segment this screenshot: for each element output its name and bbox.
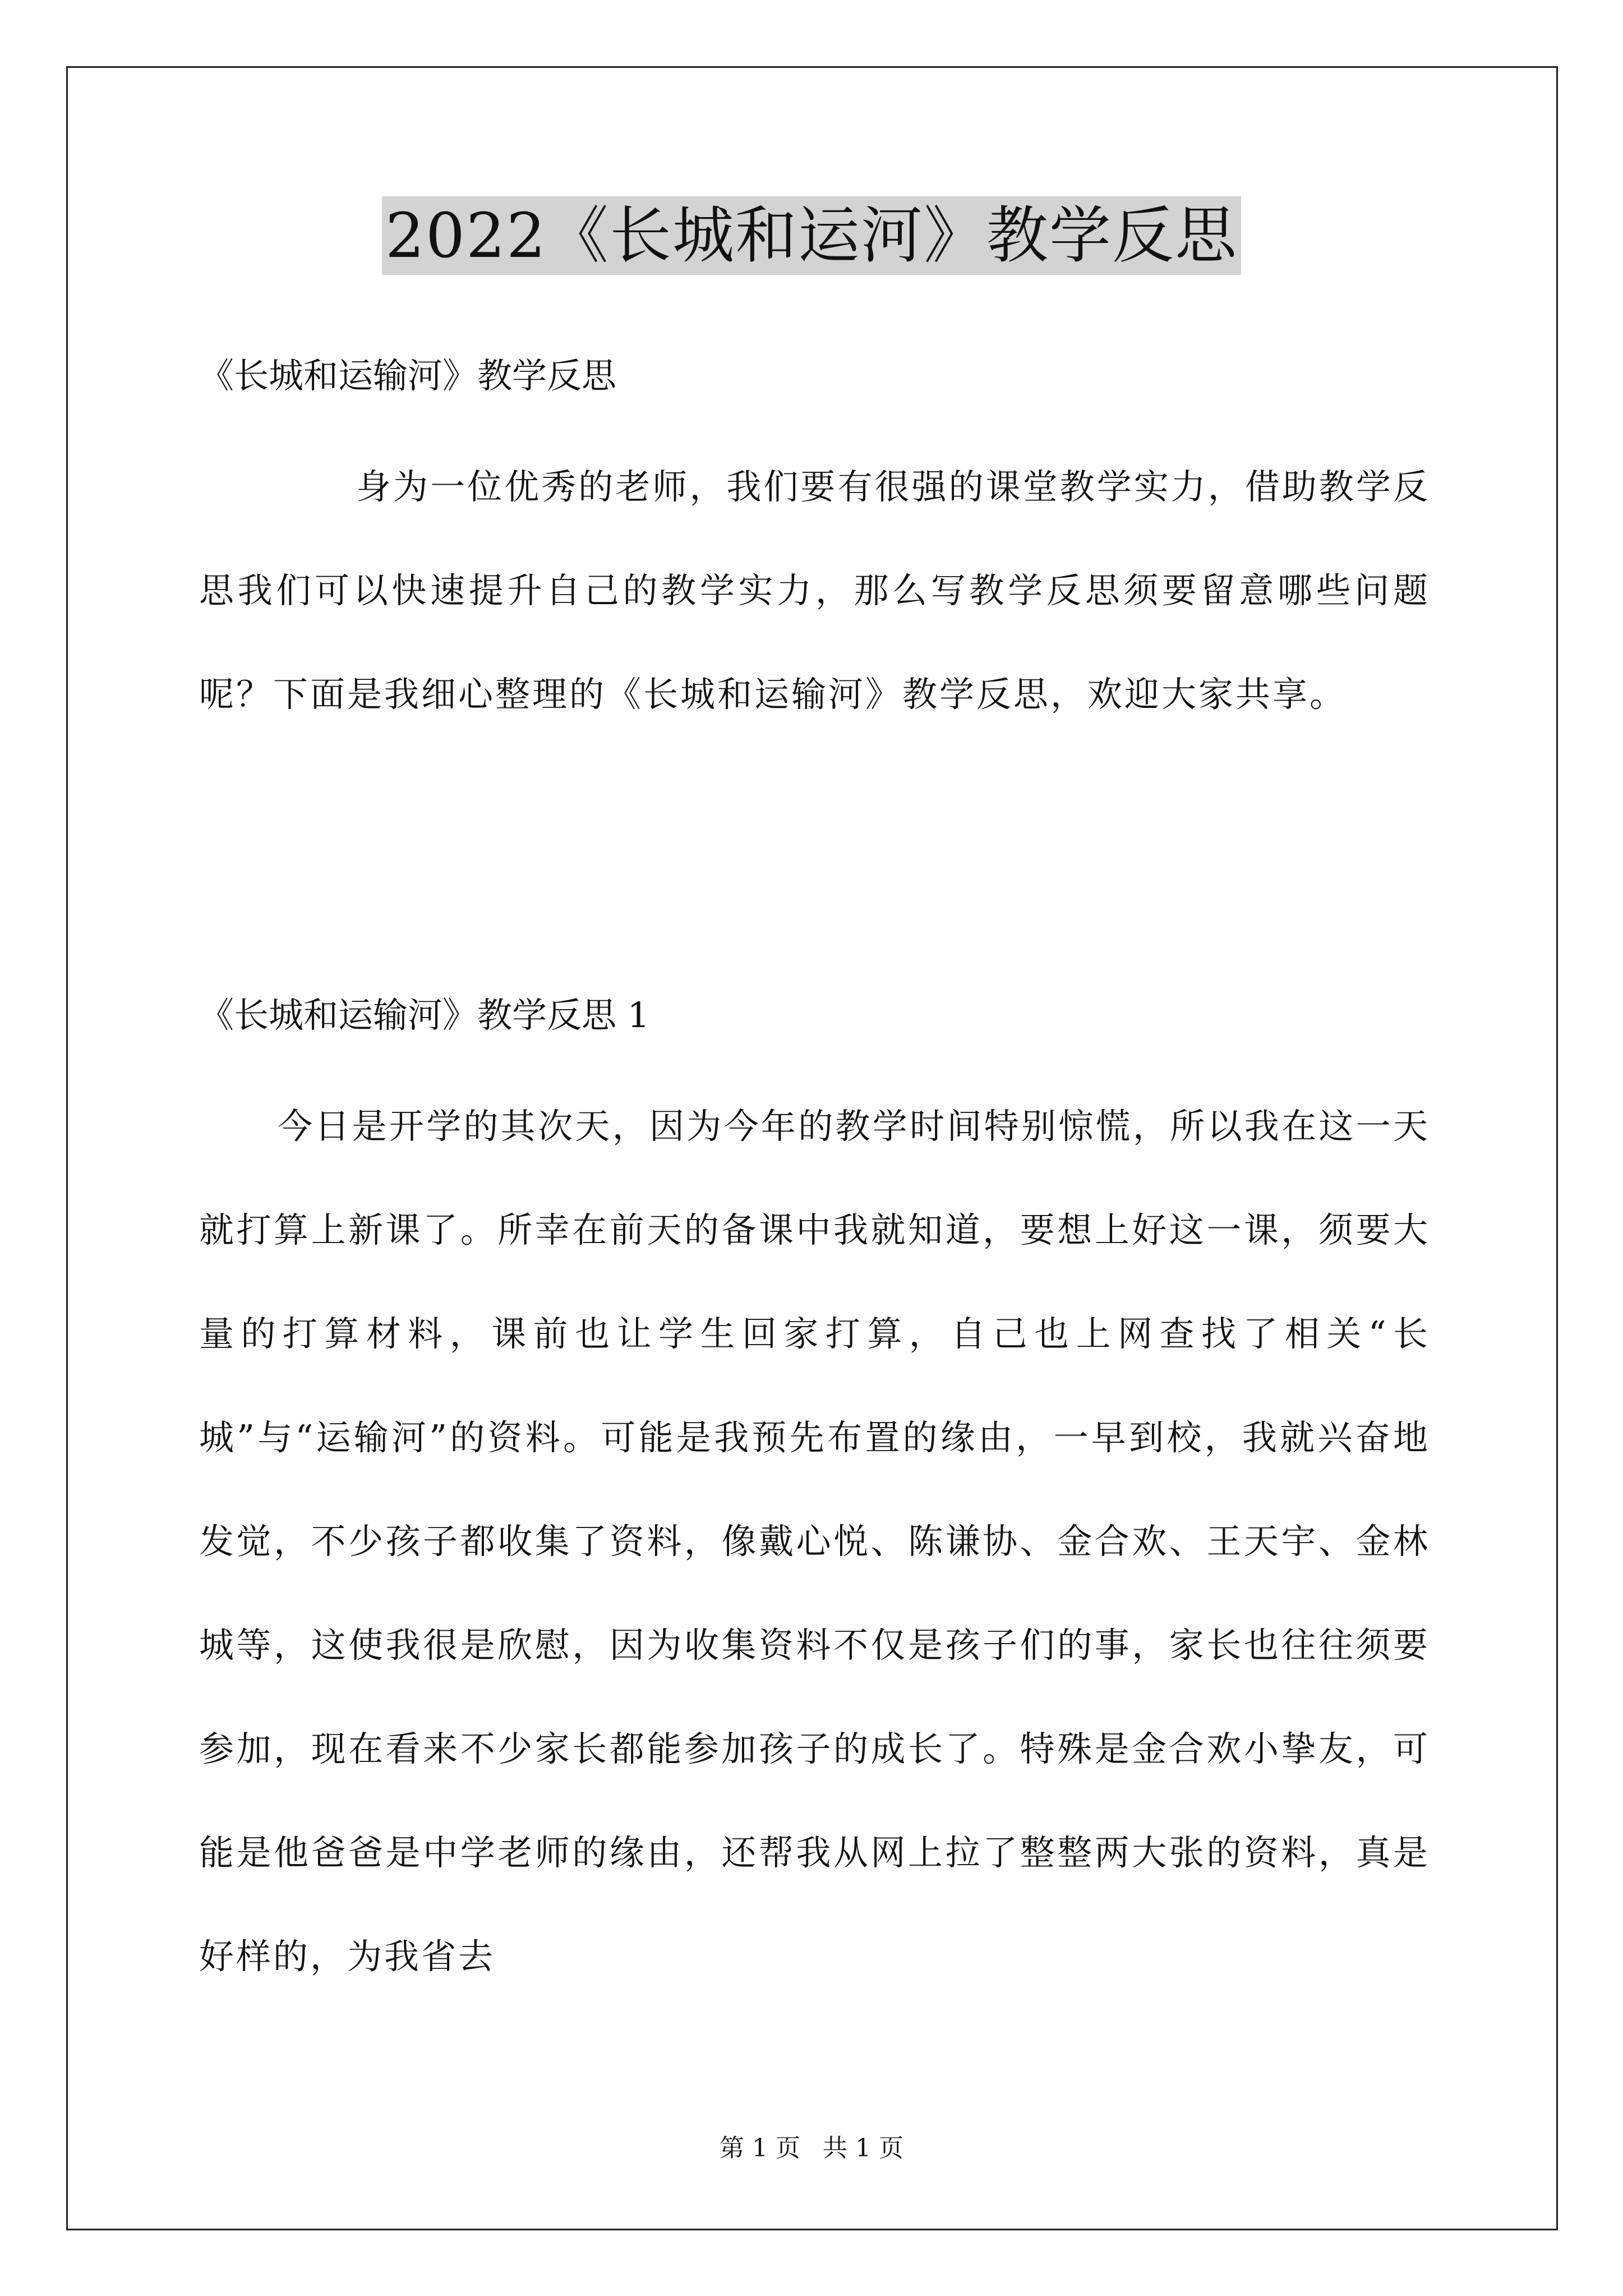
intro-paragraph: 身为一位优秀的老师，我们要有很强的课堂教学实力，借助教学反思我们可以快速提升自己的教学实力，那么写教学反思须要留意哪些问题呢？下面是我细心整理的《长城和运输河》教学反思，欢迎大家共享。	[199, 466, 1430, 715]
section-heading: 《长城和运输河》教学反思 1	[199, 995, 650, 1036]
page-footer	[0, 2132, 1623, 2165]
page-total: 共 1 页	[823, 2134, 903, 2162]
intro-heading: 《长城和运输河》教学反思	[199, 355, 617, 396]
title-container	[0, 196, 1623, 275]
document-title: 2022《长城和运河》教学反思	[382, 196, 1241, 275]
section-paragraph: 今日是开学的其次天，因为今年的教学时间特别惊慌，所以我在这一天就打算上新课了。所幸在前天的备课中我就知道，要想上好这一课，须要大量的打算材料，课前也让学生回家打算，自己也上网查找了相关“长城”与“运输河”的资料。可能是我预先布置的缘由，一早到校，我就兴奋地发觉，不少孩子都收集了资料，像戴心悦、陈谦协、金合欢、王天宇、金林城等，这使我很是欣慰，因为收集资料不仅是孩子们的事，家长也往往须要参加，现在看来不少家长都能参加孩子的成长了。特殊是金合欢小挚友，可能是他爸爸是中学老师的缘由，还帮我从网上拉了整整两大张的资料，真是好样的，为我省去	[199, 1106, 1430, 1977]
page-number: 第 1 页	[720, 2134, 800, 2162]
